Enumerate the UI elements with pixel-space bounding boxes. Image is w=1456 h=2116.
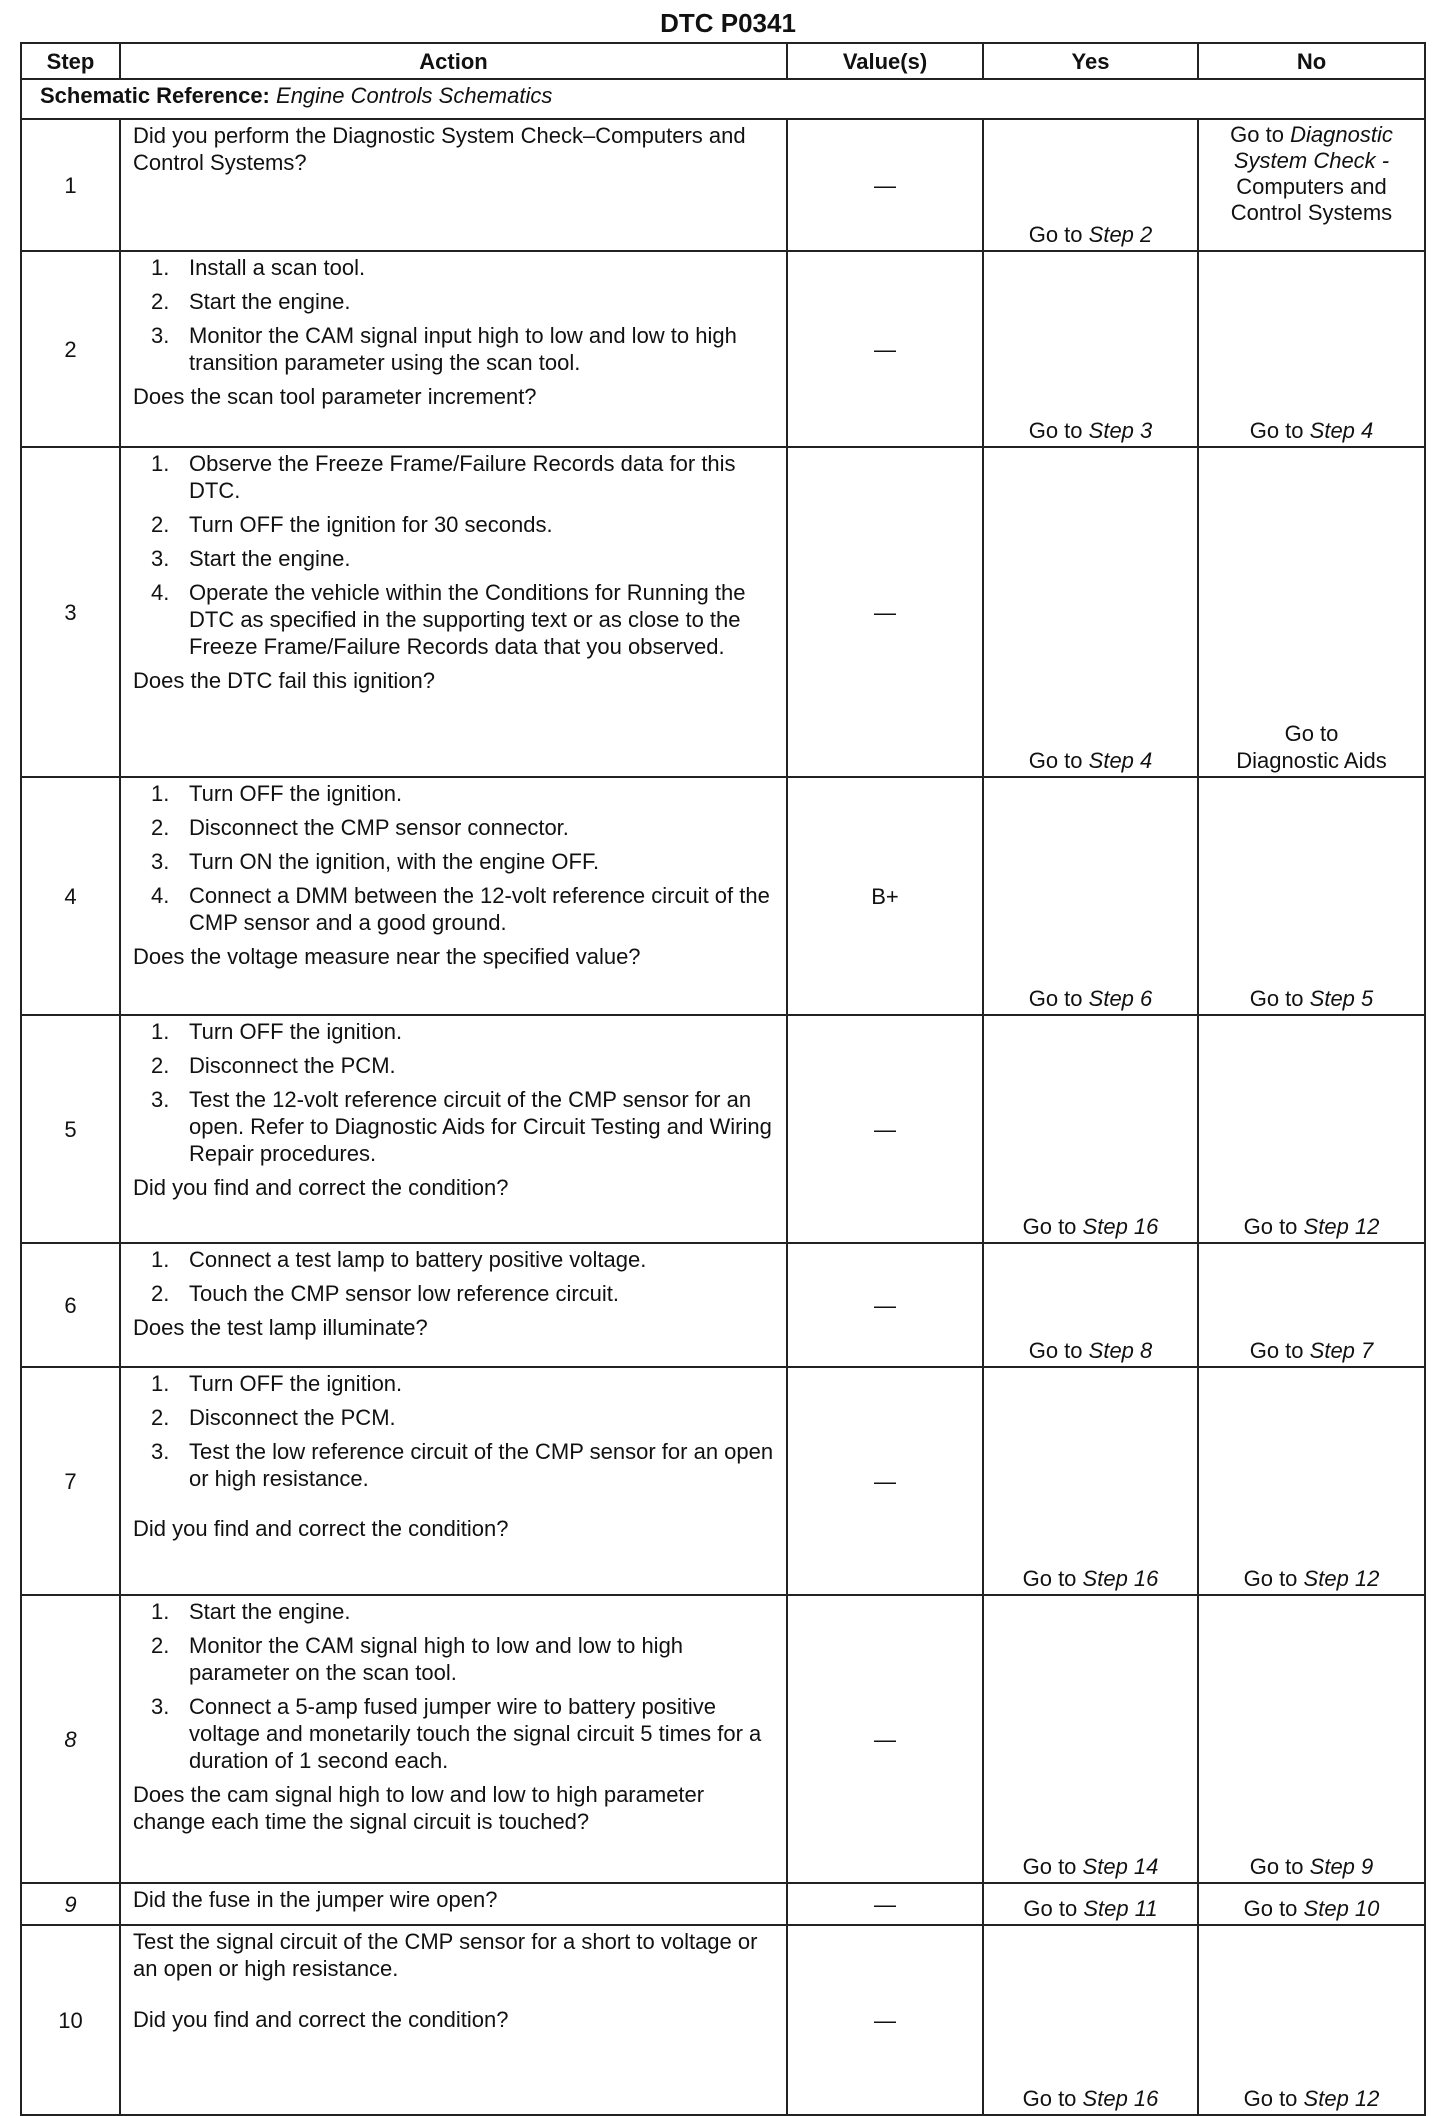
action-step-item <box>133 848 778 875</box>
item-text: Touch the CMP sensor low reference circuit. <box>189 1281 619 1306</box>
value-cell: — <box>787 251 983 447</box>
action-cell <box>120 251 787 447</box>
item-number: 4. <box>151 580 170 605</box>
action-steps <box>133 450 778 660</box>
action-intro: Test the signal circuit of the CMP sensor for a short to voltage or an open or high resistance. <box>133 1929 758 1981</box>
no-cell <box>1198 1367 1425 1595</box>
no-target-step[interactable]: Step 9 <box>1309 1854 1374 1879</box>
no-goto-line <box>1200 122 1423 174</box>
no-cell <box>1198 1595 1425 1883</box>
action-steps <box>133 1598 778 1774</box>
item-text: Start the engine. <box>189 1599 351 1624</box>
item-number: 2. <box>151 815 170 840</box>
yes-cell <box>983 1367 1198 1595</box>
header-step: Step <box>21 43 120 79</box>
item-text: Turn OFF the ignition for 30 seconds. <box>189 512 553 537</box>
goto-prefix: Go to <box>1230 122 1284 147</box>
goto-prefix: Go to <box>1023 1896 1078 1921</box>
action-step-item <box>133 882 778 936</box>
no-target-step[interactable]: Step 12 <box>1303 2086 1380 2111</box>
action-step-item <box>133 780 778 807</box>
action-step-item <box>133 511 778 538</box>
action-step-item <box>133 1018 778 1045</box>
item-number: 1. <box>151 781 170 806</box>
yes-cell <box>983 1015 1198 1243</box>
action-steps <box>133 1018 778 1167</box>
no-target-step[interactable]: Step 12 <box>1303 1566 1380 1591</box>
table-row <box>21 119 1425 251</box>
table-row <box>21 1595 1425 1883</box>
goto-prefix: Go to <box>1028 986 1083 1011</box>
action-question: Does the voltage measure near the specified value? <box>133 944 641 969</box>
yes-cell <box>983 1595 1198 1883</box>
schematic-label: Schematic Reference: <box>40 83 270 108</box>
step-number: 7 <box>21 1367 120 1595</box>
table-row <box>21 251 1425 447</box>
action-steps <box>133 1246 778 1307</box>
goto-prefix: Go to <box>1243 2086 1298 2111</box>
item-text: Connect a test lamp to battery positive voltage. <box>189 1247 647 1272</box>
no-cell <box>1198 1015 1425 1243</box>
yes-cell <box>983 1243 1198 1367</box>
schematic-value: Engine Controls Schematics <box>276 83 553 108</box>
no-cell <box>1198 119 1425 251</box>
no-cell <box>1198 1883 1425 1925</box>
goto-prefix: Go to <box>1028 1338 1083 1363</box>
action-step-item <box>133 322 778 376</box>
goto-prefix: Go to <box>1022 1566 1077 1591</box>
action-steps <box>133 254 778 376</box>
item-text: Connect a 5-amp fused jumper wire to battery positive voltage and monetarily touch the signal circuit 5 times for a duration of 1 second each. <box>189 1694 762 1773</box>
value-cell: — <box>787 1243 983 1367</box>
item-number: 3. <box>151 1439 170 1464</box>
header-row <box>21 43 1425 79</box>
no-target-step[interactable]: Step 10 <box>1303 1896 1380 1921</box>
table-row <box>21 777 1425 1015</box>
yes-target-step[interactable]: Step 4 <box>1088 748 1153 773</box>
action-question: Does the DTC fail this ignition? <box>133 668 436 693</box>
no-target-continued: Computers and Control Systems <box>1230 174 1393 225</box>
item-text: Turn ON the ignition, with the engine OFF. <box>189 849 600 874</box>
item-number: 1. <box>151 1019 170 1044</box>
item-number: 1. <box>151 1599 170 1624</box>
action-cell <box>120 1243 787 1367</box>
item-number: 3. <box>151 323 170 348</box>
item-number: 1. <box>151 1371 170 1396</box>
action-step-item <box>133 1370 778 1397</box>
yes-target-step[interactable]: Step 16 <box>1082 2086 1159 2111</box>
action-step-item <box>133 1438 778 1492</box>
action-step-item <box>133 1404 778 1431</box>
value-cell: — <box>787 1367 983 1595</box>
action-cell <box>120 447 787 777</box>
yes-cell <box>983 777 1198 1015</box>
item-text: Install a scan tool. <box>189 255 366 280</box>
action-step-item <box>133 1693 778 1774</box>
item-number: 2. <box>151 1405 170 1430</box>
item-number: 4. <box>151 883 170 908</box>
header-no: No <box>1198 43 1425 79</box>
action-step-item <box>133 1052 778 1079</box>
action-question: Does the cam signal high to low and low to high parameter change each time the signal circuit is touched? <box>133 1782 705 1834</box>
no-cell <box>1198 251 1425 447</box>
action-cell <box>120 1595 787 1883</box>
step-number: 9 <box>21 1883 120 1925</box>
no-target-step[interactable]: Step 4 <box>1309 418 1374 443</box>
action-cell <box>120 1367 787 1595</box>
action-intro: Did you perform the Diagnostic System Check–Computers and Control Systems? <box>133 123 746 175</box>
item-text: Start the engine. <box>189 546 351 571</box>
item-text: Test the 12-volt reference circuit of the CMP sensor for an open. Refer to Diagnostic Aids for Circuit Testing and Wiring Repair procedures. <box>189 1087 772 1166</box>
item-number: 3. <box>151 1694 170 1719</box>
item-text: Turn OFF the ignition. <box>189 1019 403 1044</box>
yes-target-step[interactable]: Step 16 <box>1082 1566 1159 1591</box>
item-number: 2. <box>151 1281 170 1306</box>
action-step-item <box>133 545 778 572</box>
value-cell: — <box>787 1883 983 1925</box>
item-text: Start the engine. <box>189 289 351 314</box>
item-text: Turn OFF the ignition. <box>189 781 403 806</box>
goto-prefix: Go to <box>1249 418 1304 443</box>
no-cell <box>1198 1243 1425 1367</box>
no-goto-line: Go to <box>1284 721 1339 746</box>
item-number: 1. <box>151 1247 170 1272</box>
yes-cell <box>983 1925 1198 2115</box>
goto-prefix: Go to <box>1022 1854 1077 1879</box>
action-question: Did you find and correct the condition? <box>133 2007 509 2032</box>
goto-prefix: Go to <box>1249 986 1304 1011</box>
item-number: 1. <box>151 255 170 280</box>
goto-prefix: Go to <box>1249 1338 1304 1363</box>
value-cell: — <box>787 1925 983 2115</box>
item-number: 2. <box>151 512 170 537</box>
item-text: Monitor the CAM signal high to low and low to high parameter on the scan tool. <box>189 1633 684 1685</box>
item-text: Operate the vehicle within the Conditions for Running the DTC as specified in the supporting text or as close to the Freeze Frame/Failure Records data that you observed. <box>189 580 746 659</box>
item-text: Disconnect the PCM. <box>189 1053 396 1078</box>
yes-cell <box>983 447 1198 777</box>
yes-target-step[interactable]: Step 8 <box>1088 1338 1153 1363</box>
yes-target-step[interactable]: Step 14 <box>1082 1854 1159 1879</box>
item-text: Observe the Freeze Frame/Failure Records data for this DTC. <box>189 451 736 503</box>
item-text: Disconnect the CMP sensor connector. <box>189 815 569 840</box>
step-number: 1 <box>21 119 120 251</box>
item-text: Disconnect the PCM. <box>189 1405 396 1430</box>
table-row <box>21 447 1425 777</box>
action-question: Does the test lamp illuminate? <box>133 1315 428 1340</box>
step-number: 5 <box>21 1015 120 1243</box>
no-target-diagnostic-aids[interactable]: Diagnostic Aids <box>1236 748 1387 773</box>
item-number: 3. <box>151 546 170 571</box>
yes-target-step[interactable]: Step 6 <box>1088 986 1153 1011</box>
step-number: 10 <box>21 1925 120 2115</box>
item-text: Connect a DMM between the 12-volt reference circuit of the CMP sensor and a good ground. <box>189 883 770 935</box>
schematic-reference-row <box>21 79 1425 119</box>
action-question: Does the scan tool parameter increment? <box>133 384 537 409</box>
yes-cell <box>983 251 1198 447</box>
no-cell <box>1198 1925 1425 2115</box>
header-yes: Yes <box>983 43 1198 79</box>
goto-prefix: Go to <box>1243 1896 1298 1921</box>
header-action: Action <box>120 43 787 79</box>
item-number: 1. <box>151 451 170 476</box>
no-target-step[interactable]: Step 5 <box>1309 986 1374 1011</box>
action-step-item <box>133 288 778 315</box>
step-number: 6 <box>21 1243 120 1367</box>
value-cell: — <box>787 1015 983 1243</box>
goto-prefix: Go to <box>1022 1214 1077 1239</box>
no-cell <box>1198 447 1425 777</box>
action-step-item <box>133 450 778 504</box>
goto-prefix: Go to <box>1028 748 1083 773</box>
goto-prefix: Go to <box>1249 1854 1304 1879</box>
yes-target-step[interactable]: Step 16 <box>1082 1214 1159 1239</box>
goto-prefix: Go to <box>1022 2086 1077 2111</box>
spacer <box>133 1984 778 2006</box>
action-step-item <box>133 1632 778 1686</box>
step-number: 3 <box>21 447 120 777</box>
step-number: 4 <box>21 777 120 1015</box>
item-number: 2. <box>151 1053 170 1078</box>
value-cell: — <box>787 119 983 251</box>
action-cell <box>120 1883 787 1925</box>
action-cell <box>120 777 787 1015</box>
yes-cell <box>983 119 1198 251</box>
no-target-step[interactable]: Step 12 <box>1303 1214 1380 1239</box>
value-cell: — <box>787 1595 983 1883</box>
action-question: Did the fuse in the jumper wire open? <box>133 1887 498 1912</box>
action-cell <box>120 1925 787 2115</box>
value-cell: B+ <box>787 777 983 1015</box>
goto-prefix: Go to <box>1243 1214 1298 1239</box>
yes-target-step[interactable]: Step 11 <box>1083 1896 1158 1921</box>
action-step-item <box>133 1246 778 1273</box>
action-step-item <box>133 814 778 841</box>
yes-target-step[interactable]: Step 2 <box>1088 222 1153 247</box>
header-values: Value(s) <box>787 43 983 79</box>
diagnostic-table <box>20 42 1426 2116</box>
item-text: Monitor the CAM signal input high to low and low to high transition parameter using the scan tool. <box>189 323 737 375</box>
action-step-item <box>133 579 778 660</box>
item-text: Turn OFF the ignition. <box>189 1371 403 1396</box>
no-target-system-check[interactable]: Diagnostic System Check - <box>1233 122 1393 173</box>
table-row <box>21 1243 1425 1367</box>
action-step-item <box>133 254 778 281</box>
action-cell <box>120 119 787 251</box>
table-row <box>21 1883 1425 1925</box>
action-question: Did you find and correct the condition? <box>133 1516 509 1541</box>
goto-prefix: Go to <box>1028 418 1083 443</box>
page-title: DTC P0341 <box>660 8 796 38</box>
goto-prefix: Go to <box>1243 1566 1298 1591</box>
action-question: Did you find and correct the condition? <box>133 1175 509 1200</box>
value-cell: — <box>787 447 983 777</box>
goto-prefix: Go to <box>1028 222 1083 247</box>
item-number: 3. <box>151 1087 170 1112</box>
item-number: 2. <box>151 289 170 314</box>
action-step-item <box>133 1598 778 1625</box>
spacer <box>133 1499 778 1515</box>
action-steps <box>133 1370 778 1492</box>
item-number: 2. <box>151 1633 170 1658</box>
yes-cell <box>983 1883 1198 1925</box>
action-steps <box>133 780 778 936</box>
yes-target-step[interactable]: Step 3 <box>1088 418 1153 443</box>
no-target-step[interactable]: Step 7 <box>1309 1338 1374 1363</box>
no-cell <box>1198 777 1425 1015</box>
item-number: 3. <box>151 849 170 874</box>
table-row <box>21 1015 1425 1243</box>
action-step-item <box>133 1086 778 1167</box>
table-row <box>21 1367 1425 1595</box>
item-text: Test the low reference circuit of the CMP sensor for an open or high resistance. <box>189 1439 774 1491</box>
action-cell <box>120 1015 787 1243</box>
table-row <box>21 1925 1425 2115</box>
step-number: 2 <box>21 251 120 447</box>
action-step-item <box>133 1280 778 1307</box>
step-number: 8 <box>21 1595 120 1883</box>
